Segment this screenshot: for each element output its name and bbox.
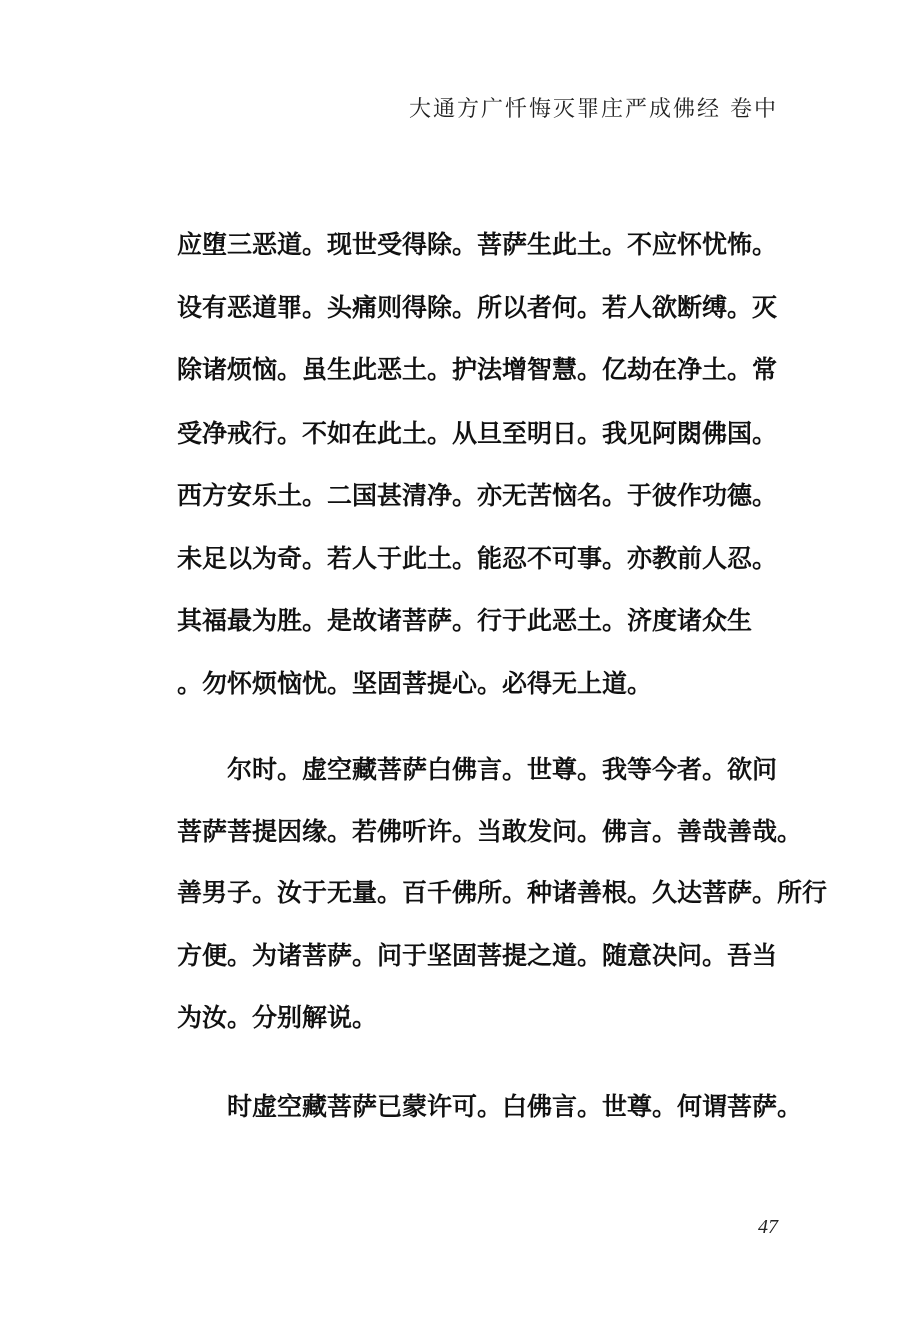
text-line: 为汝。分别解说。	[177, 1003, 378, 1032]
text-line: 西方安乐土。二国甚清净。亦无苦恼名。于彼作功德。	[177, 481, 778, 510]
text-line: 。勿怀烦恼忧。坚固菩提心。必得无上道。	[177, 669, 653, 698]
text-line: 受净戒行。不如在此土。从旦至明日。我见阿閦佛国。	[177, 419, 778, 448]
text-line: 应堕三恶道。现世受得除。菩萨生此土。不应怀忧怖。	[177, 230, 778, 259]
text-line: 尔时。虚空藏菩萨白佛言。世尊。我等今者。欲问	[227, 755, 778, 784]
page-number: 47	[758, 1216, 778, 1238]
text-line: 未足以为奇。若人于此土。能忍不可事。亦教前人忍。	[177, 544, 778, 573]
text-line: 除诸烦恼。虽生此恶土。护法增智慧。亿劫在净土。常	[177, 355, 778, 384]
text-line: 方便。为诸菩萨。问于坚固菩提之道。随意决问。吾当	[177, 941, 778, 970]
text-line: 设有恶道罪。头痛则得除。所以者何。若人欲断缚。灭	[177, 293, 778, 322]
text-line: 时虚空藏菩萨已蒙许可。白佛言。世尊。何谓菩萨。	[227, 1092, 803, 1121]
running-header: 大通方广忏悔灭罪庄严成佛经 卷中	[409, 97, 778, 122]
text-line: 其福最为胜。是故诸菩萨。行于此恶土。济度诸众生	[177, 606, 753, 635]
text-line: 善男子。汝于无量。百千佛所。种诸善根。久达菩萨。所行	[177, 878, 828, 907]
text-line: 菩萨菩提因缘。若佛听许。当敢发问。佛言。善哉善哉。	[177, 817, 803, 846]
